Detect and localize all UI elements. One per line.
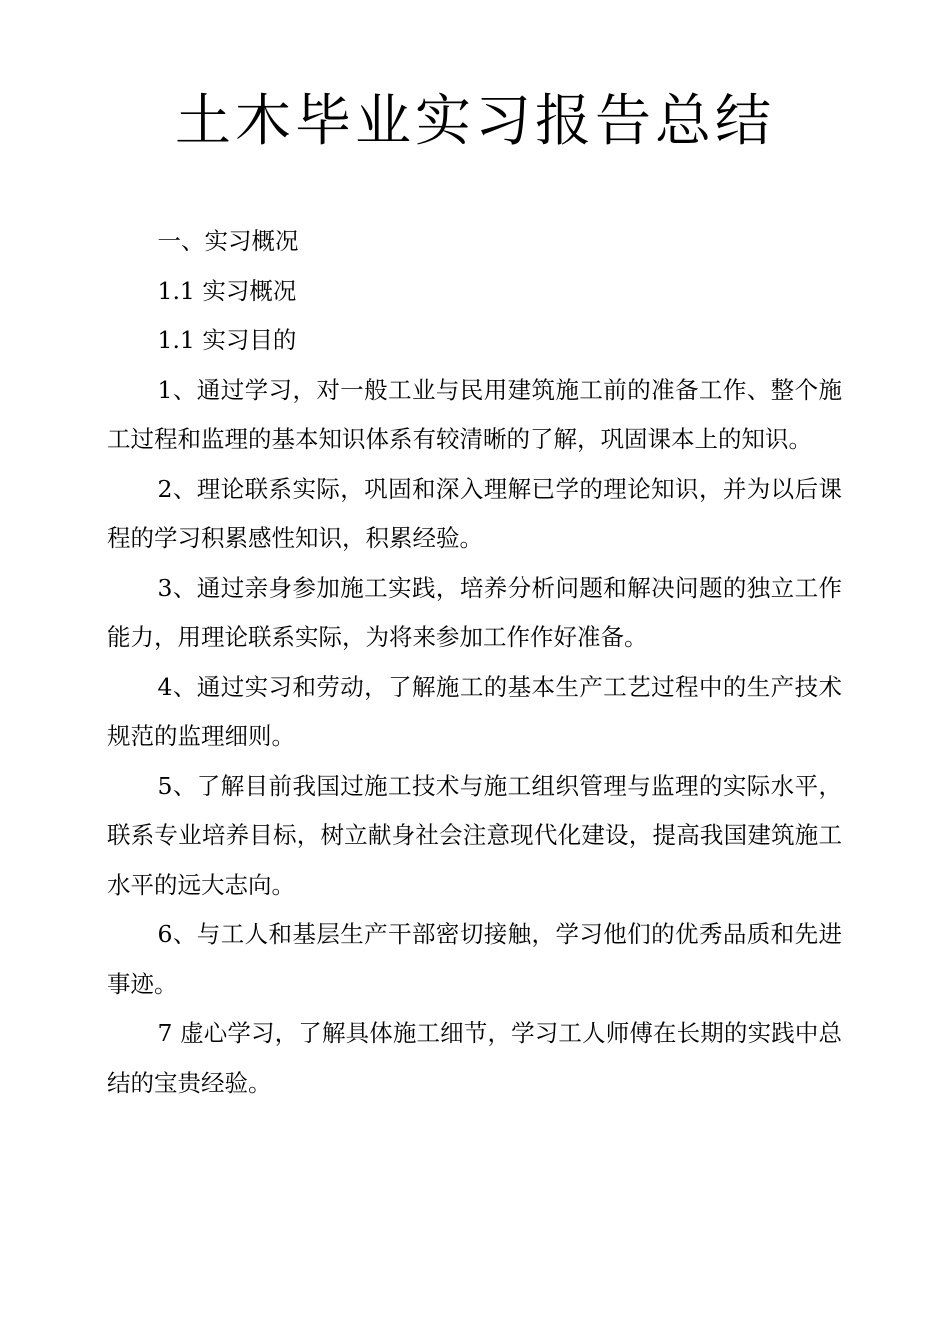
subsection-heading: 1.1 实习概况: [157, 276, 297, 305]
paragraph: 1、通过学习，对一般工业与民用建筑施工前的准备工作、整个施工过程和监理的基本知识体系有较清晰的了解，巩固课本上的知识。: [107, 375, 842, 453]
paragraph: 6、与工人和基层生产干部密切接触，学习他们的优秀品质和先进事迹。: [107, 920, 842, 998]
document-title: 土木毕业实习报告总结: [175, 89, 775, 154]
subsection-heading: 1.1 实习目的: [157, 326, 297, 354]
document-body: [107, 217, 842, 1108]
paragraph: 4、通过实习和劳动，了解施工的基本生产工艺过程中的生产技术规范的监理细则。: [107, 672, 842, 750]
paragraph: 2、理论联系实际，巩固和深入理解已学的理论知识，并为以后课程的学习积累感性知识，积累经验。: [107, 474, 842, 552]
section-heading: 一、实习概况: [157, 227, 299, 255]
paragraph: 7 虚心学习，了解具体施工细节，学习工人师傅在长期的实践中总结的宝贵经验。: [107, 1019, 842, 1097]
paragraph: 3、通过亲身参加施工实践，培养分析问题和解决问题的独立工作能力，用理论联系实际，为将来参加工作作好准备。: [107, 573, 842, 651]
paragraph: 5、了解目前我国过施工技术与施工组织管理与监理的实际水平，联系专业培养目标，树立献身社会注意现代化建设，提高我国建筑施工水平的远大志向。: [107, 771, 842, 899]
